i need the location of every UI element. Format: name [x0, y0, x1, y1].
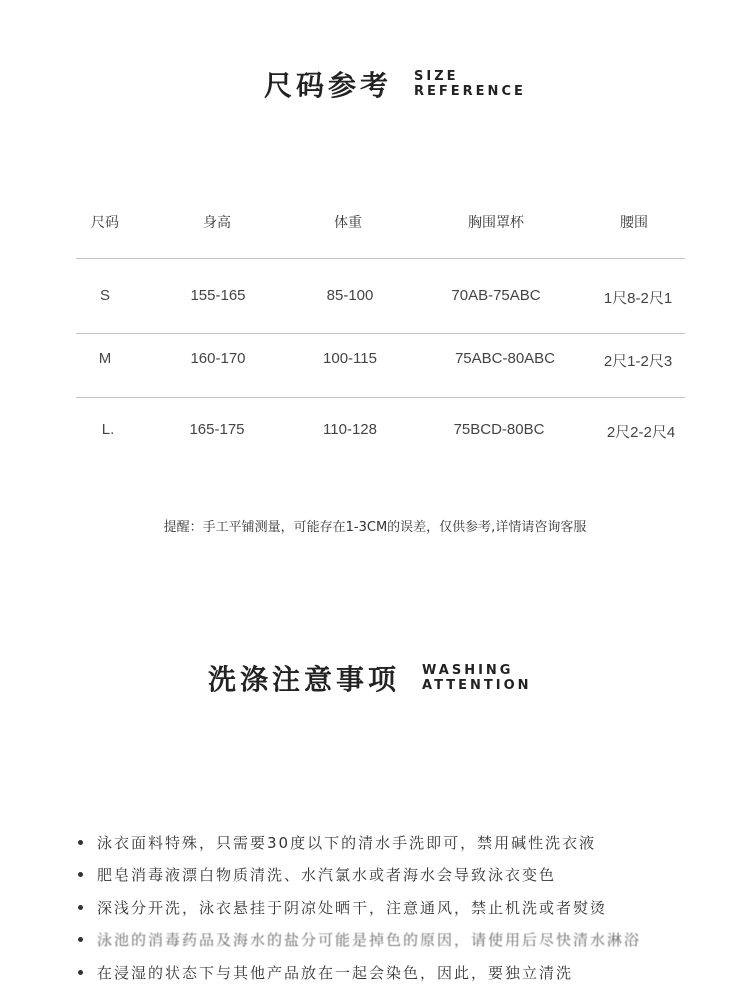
washing-attention-title — [208, 658, 532, 698]
size-table-header — [0, 212, 750, 234]
list-item — [78, 891, 641, 924]
size-title-cn: 尺码参考 — [264, 69, 393, 102]
wash-item-text: 深浅分开洗，泳衣悬挂于阴凉处晒干，注意通风，禁止机洗或者熨烫 — [97, 898, 608, 917]
cell-bust-cup: 75BCD-80BC — [453, 421, 545, 438]
cell-height: 165-175 — [189, 421, 245, 438]
wash-title-en — [422, 663, 531, 693]
cell-weight: 110-128 — [323, 421, 377, 438]
table-row — [0, 287, 750, 311]
cell-waist: 1尺8-2尺1 — [603, 290, 673, 307]
measurement-note: 提醒：手工平铺测量，可能存在1-3CM的误差，仅供参考,详情请咨询客服 — [163, 520, 587, 535]
washing-instructions-list — [78, 826, 641, 989]
wash-item-text: 泳池的消毒药品及海水的盐分可能是掉色的原因，请使用后尽快清水淋浴 — [97, 931, 642, 950]
size-title-en — [414, 69, 526, 99]
size-title-en-line1: SIZE — [414, 69, 459, 84]
cell-size: S — [99, 287, 111, 304]
table-divider — [76, 397, 685, 398]
header-size: 尺码 — [91, 215, 119, 231]
table-divider — [76, 333, 685, 334]
cell-waist: 2尺1-2尺3 — [603, 353, 673, 370]
table-row — [0, 350, 750, 374]
header-bust-cup: 胸围罩杯 — [468, 215, 524, 231]
cell-weight: 85-100 — [326, 287, 374, 304]
table-row — [0, 421, 750, 445]
cell-height: 155-165 — [190, 287, 246, 304]
header-height: 身高 — [203, 215, 231, 231]
table-divider — [76, 258, 685, 259]
size-title-en-line2: REFERENCE — [414, 84, 526, 99]
bullet-icon — [78, 970, 83, 975]
wash-item-text: 肥皂消毒液漂白物质清洗、水汽氯水或者海水会导致泳衣变色 — [97, 866, 557, 885]
cell-bust-cup: 75ABC-80ABC — [454, 350, 556, 367]
list-item — [78, 956, 641, 989]
bullet-icon — [78, 937, 83, 942]
wash-title-en-line1: WASHING — [422, 663, 514, 678]
cell-bust-cup: 70AB-75ABC — [451, 287, 541, 304]
list-item — [78, 826, 641, 859]
cell-weight: 100-115 — [323, 350, 377, 367]
wash-item-text: 在浸湿的状态下与其他产品放在一起会染色，因此，要独立清洗 — [97, 963, 574, 982]
cell-size: L. — [101, 421, 115, 438]
cell-waist: 2尺2-2尺4 — [606, 424, 676, 441]
list-item — [78, 924, 641, 957]
header-waist: 腰围 — [620, 215, 648, 231]
wash-title-cn: 洗涤注意事项 — [208, 663, 401, 696]
wash-title-en-line2: ATTENTION — [422, 678, 532, 693]
list-item — [78, 859, 641, 892]
cell-height: 160-170 — [190, 350, 246, 367]
cell-size: M — [98, 350, 112, 367]
size-reference-title — [264, 64, 526, 104]
bullet-icon — [78, 840, 83, 845]
header-weight: 体重 — [334, 215, 362, 231]
wash-item-text: 泳衣面料特殊，只需要30度以下的清水手洗即可，禁用碱性洗衣液 — [97, 833, 597, 852]
bullet-icon — [78, 872, 83, 877]
bullet-icon — [78, 905, 83, 910]
